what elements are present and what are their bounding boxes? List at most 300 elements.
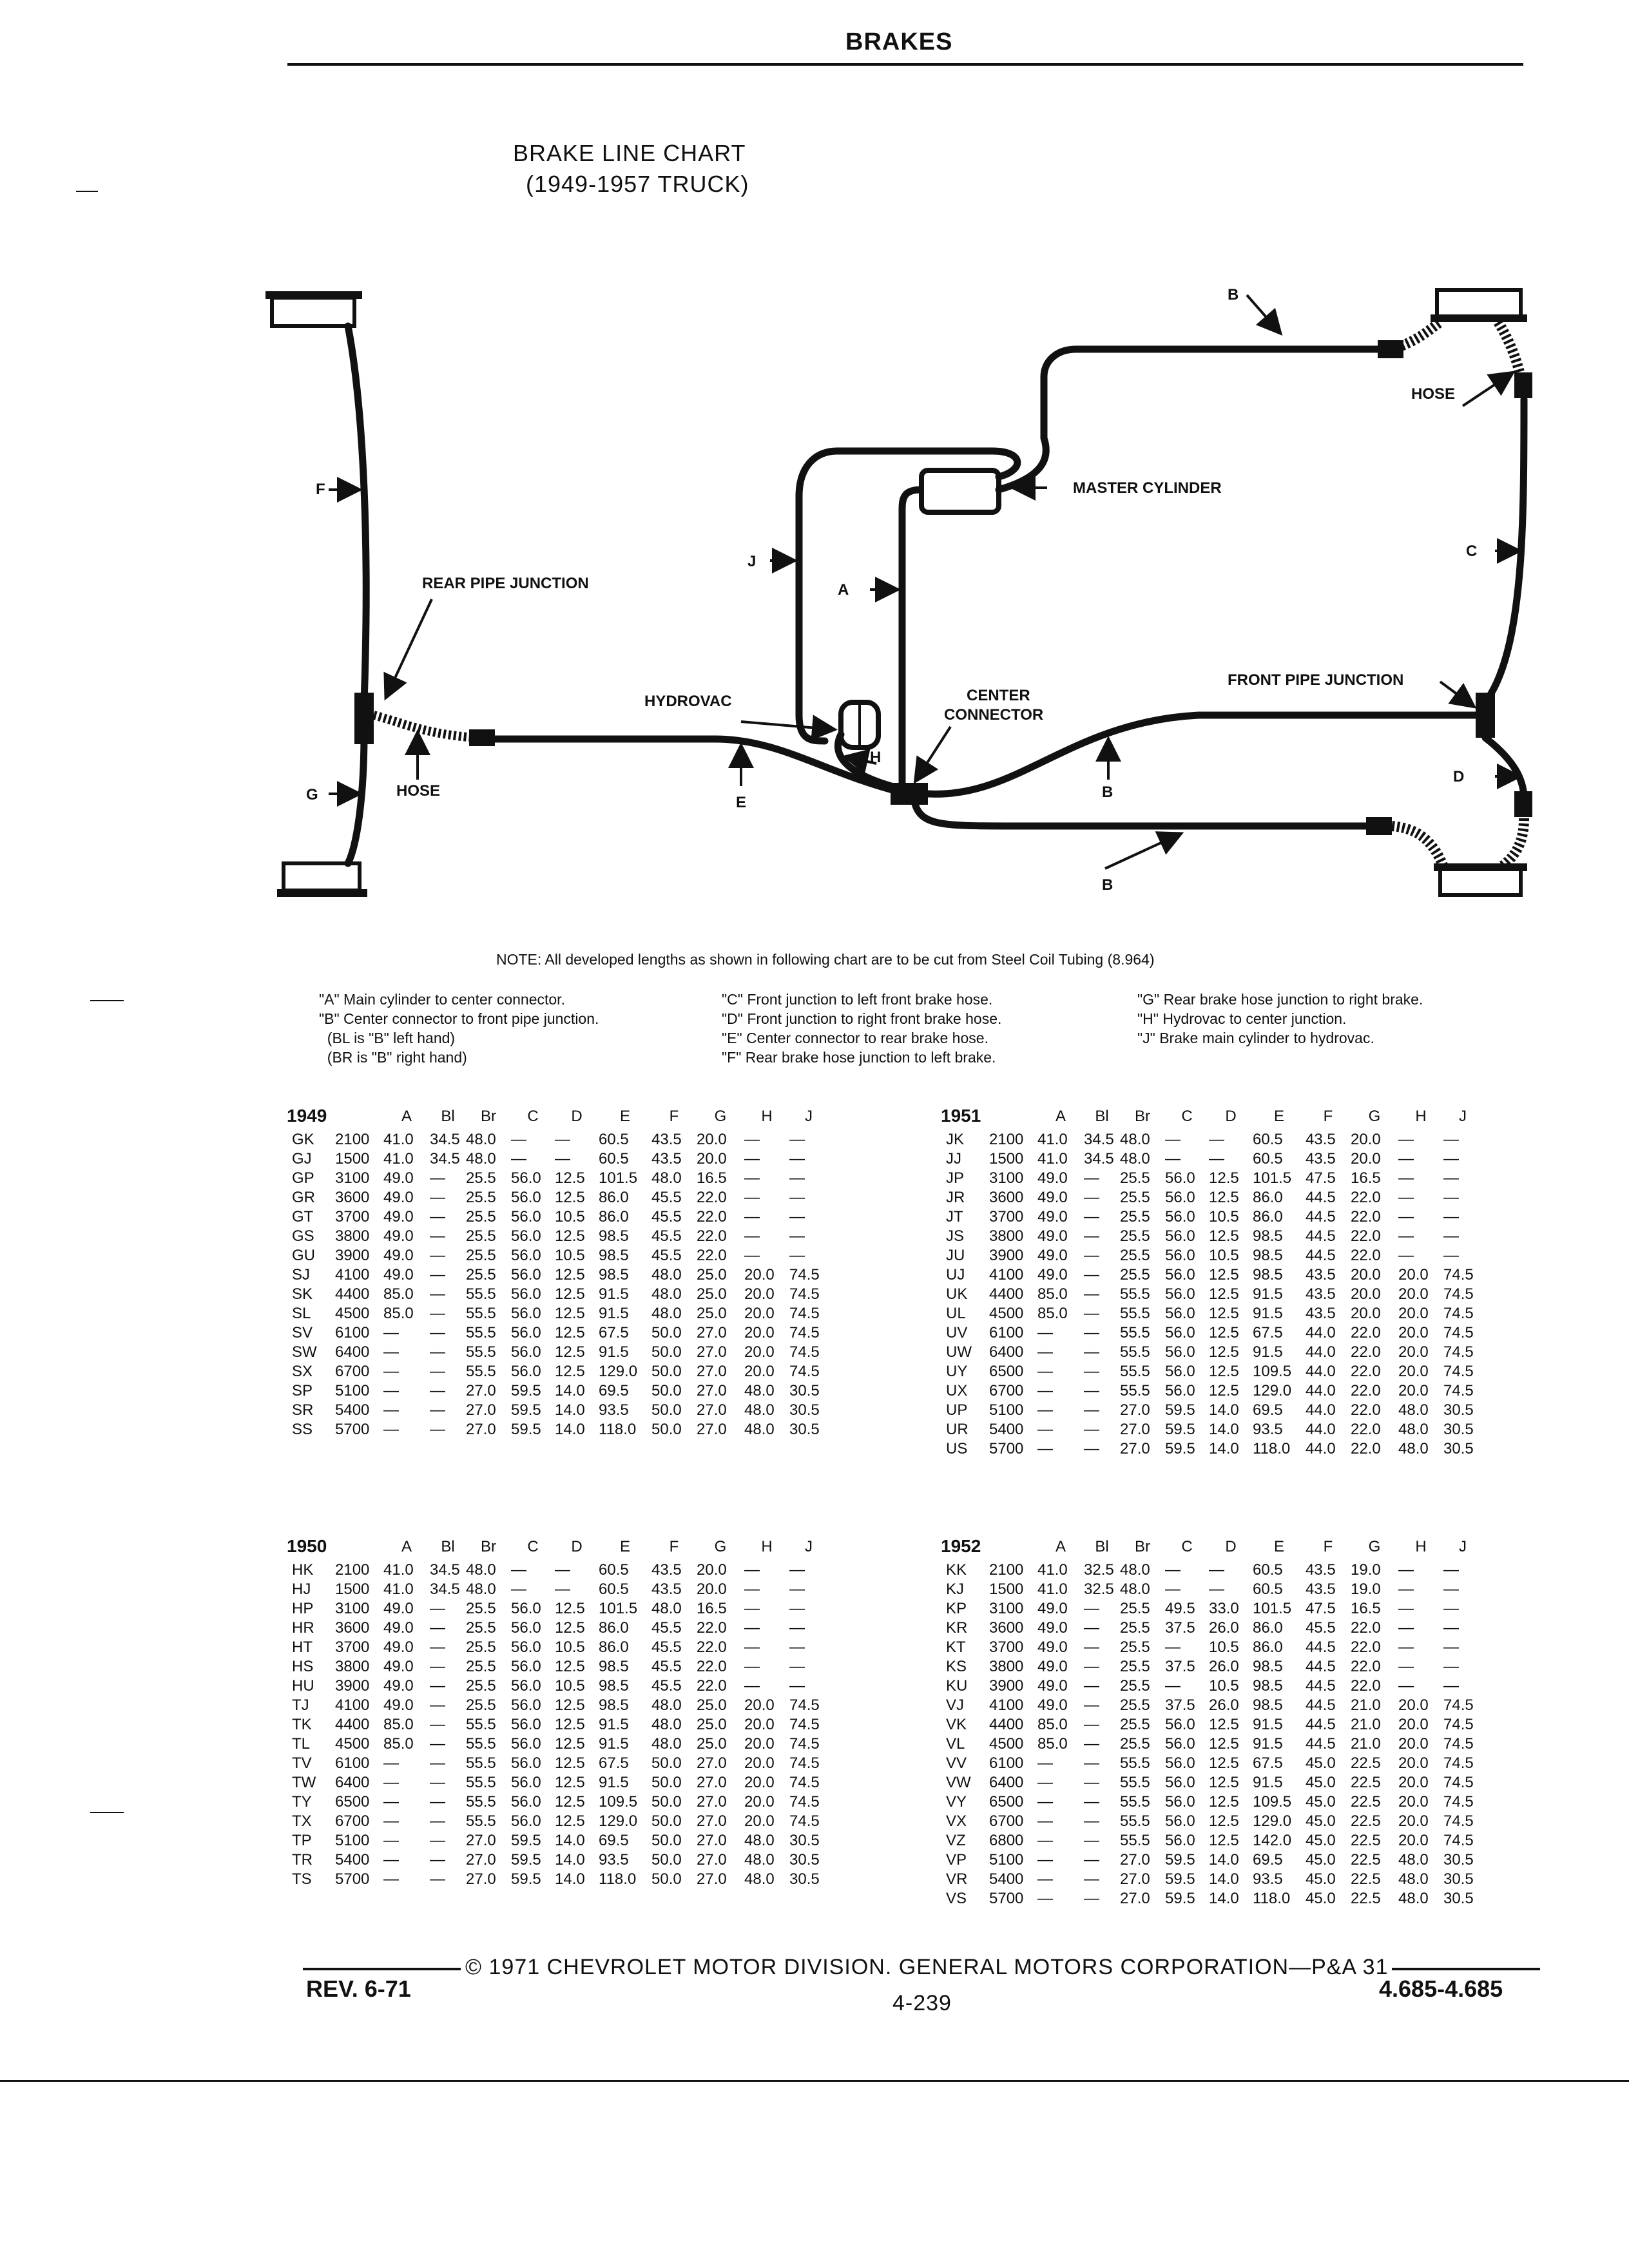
table-cell: 43.5 <box>1306 1305 1336 1322</box>
table-cell: 34.5 <box>430 1131 460 1148</box>
table-cell: 19.0 <box>1351 1581 1381 1598</box>
table-cell: 48.0 <box>1120 1150 1150 1168</box>
rear-hose <box>374 715 477 738</box>
note-text: NOTE: All developed lengths as shown in following chart are to be cut from Steel Coil Tubing (8.964) <box>496 951 1155 968</box>
column-header: Bl <box>441 1108 455 1125</box>
footer-rule-right <box>1392 1968 1540 1970</box>
table-cell: — <box>430 1285 445 1303</box>
table-cell: 20.0 <box>1398 1363 1429 1380</box>
table-cell: — <box>1084 1658 1099 1675</box>
table-cell: 48.0 <box>651 1285 682 1303</box>
table-cell: — <box>383 1812 399 1830</box>
table-cell: 14.0 <box>1209 1401 1239 1419</box>
table-cell: 43.5 <box>651 1131 682 1148</box>
table-cell: 91.5 <box>1253 1716 1283 1733</box>
table-cell: 32.5 <box>1084 1561 1114 1579</box>
table-cell: 12.5 <box>1209 1189 1239 1206</box>
row-code: JS <box>946 1227 965 1245</box>
table-cell: 3100 <box>335 1169 370 1187</box>
table-row <box>287 1754 828 1773</box>
rear-pipe-junction <box>354 693 374 744</box>
table-cell: 12.5 <box>555 1600 585 1617</box>
table-row <box>287 1735 828 1754</box>
table-cell: 93.5 <box>1253 1421 1283 1438</box>
table-cell: 25.5 <box>1120 1208 1150 1225</box>
table-cell: 43.5 <box>651 1150 682 1168</box>
table-cell: 27.0 <box>697 1421 727 1438</box>
table-cell: 20.0 <box>697 1561 727 1579</box>
table-cell: 142.0 <box>1253 1832 1292 1849</box>
table-cell: 14.0 <box>555 1382 585 1399</box>
table-cell: 20.0 <box>1398 1735 1429 1753</box>
row-code: VR <box>946 1870 968 1888</box>
table-cell: 50.0 <box>651 1421 682 1438</box>
table-cell: 25.5 <box>1120 1227 1150 1245</box>
table-cell: 12.5 <box>555 1266 585 1283</box>
table-cell: 20.0 <box>1398 1812 1429 1830</box>
table-cell: 22.0 <box>697 1227 727 1245</box>
column-header: D <box>1225 1538 1237 1555</box>
table-cell: 1500 <box>989 1581 1024 1598</box>
table-cell: 25.5 <box>1120 1189 1150 1206</box>
table-cell: 74.5 <box>789 1774 820 1791</box>
table-cell: — <box>1084 1401 1099 1419</box>
table-cell: 49.0 <box>383 1658 414 1675</box>
table-cell: 12.5 <box>1209 1832 1239 1849</box>
row-code: JK <box>946 1131 965 1148</box>
table-cell: 45.0 <box>1306 1793 1336 1811</box>
table-cell: 91.5 <box>1253 1735 1283 1753</box>
table-cell: — <box>1443 1561 1459 1579</box>
table-cell: 56.0 <box>1165 1169 1195 1187</box>
column-header: A <box>401 1538 412 1555</box>
table-cell: 4100 <box>335 1696 370 1714</box>
table-cell: 3600 <box>335 1619 370 1637</box>
table-cell: 4100 <box>989 1696 1024 1714</box>
table-cell: 74.5 <box>789 1754 820 1772</box>
table-cell: — <box>1443 1189 1459 1206</box>
table-row <box>287 1169 828 1188</box>
table-cell: 56.0 <box>1165 1285 1195 1303</box>
table-cell: 27.0 <box>1120 1870 1150 1888</box>
label-b-top: B <box>1228 286 1239 303</box>
table-cell: 5700 <box>335 1870 370 1888</box>
table-cell: 20.0 <box>744 1305 775 1322</box>
table-cell: 101.5 <box>599 1600 638 1617</box>
table-cell: 6700 <box>335 1363 370 1380</box>
table-cell: 25.5 <box>1120 1716 1150 1733</box>
table-cell: — <box>1084 1247 1099 1264</box>
table-cell: — <box>789 1131 805 1148</box>
table-cell: — <box>789 1677 805 1695</box>
table-cell: — <box>1084 1266 1099 1283</box>
pipe-a <box>902 490 921 783</box>
table-cell: 10.5 <box>555 1247 585 1264</box>
table-cell: 56.0 <box>511 1754 541 1772</box>
table-cell: 43.5 <box>1306 1150 1336 1168</box>
table-cell: 41.0 <box>1037 1581 1068 1598</box>
table-cell: 20.0 <box>744 1793 775 1811</box>
table-cell: 86.0 <box>1253 1189 1283 1206</box>
table-row <box>287 1285 828 1304</box>
row-code: UR <box>946 1421 969 1438</box>
table-cell: — <box>430 1401 445 1419</box>
table-cell: 41.0 <box>383 1581 414 1598</box>
table-cell: 55.5 <box>466 1793 496 1811</box>
table-cell: 50.0 <box>651 1324 682 1341</box>
table-cell: 20.0 <box>1398 1754 1429 1772</box>
table-cell: — <box>1037 1774 1053 1791</box>
row-code: KR <box>946 1619 968 1637</box>
table-cell: 49.0 <box>383 1600 414 1617</box>
row-code: TK <box>292 1716 312 1733</box>
table-cell: 20.0 <box>744 1696 775 1714</box>
table-cell: 6400 <box>335 1343 370 1361</box>
table-cell: 59.5 <box>1165 1401 1195 1419</box>
table-cell: 3900 <box>335 1247 370 1264</box>
table-cell: 6400 <box>989 1774 1024 1791</box>
table-cell: 30.5 <box>1443 1851 1474 1869</box>
table-cell: — <box>511 1561 526 1579</box>
table-cell: 12.5 <box>1209 1363 1239 1380</box>
label-c: C <box>1466 543 1478 560</box>
row-code: JP <box>946 1169 965 1187</box>
table-cell: — <box>1398 1677 1414 1695</box>
table-row <box>941 1401 1482 1420</box>
table-cell: 67.5 <box>599 1324 629 1341</box>
table-cell: — <box>789 1189 805 1206</box>
table-cell: 1500 <box>989 1150 1024 1168</box>
table-cell: 48.0 <box>466 1581 496 1598</box>
table-cell: 48.0 <box>744 1421 775 1438</box>
table-cell: 20.0 <box>1398 1343 1429 1361</box>
row-code: VX <box>946 1812 967 1830</box>
table-cell: 49.0 <box>383 1227 414 1245</box>
table-cell: 56.0 <box>511 1363 541 1380</box>
table-cell: 3800 <box>989 1658 1024 1675</box>
table-cell: 74.5 <box>789 1735 820 1753</box>
table-cell: 60.5 <box>1253 1581 1283 1598</box>
table-row <box>287 1246 828 1265</box>
table-cell: 55.5 <box>1120 1754 1150 1772</box>
row-code: JU <box>946 1247 965 1264</box>
table-row <box>941 1323 1482 1343</box>
column-header: Br <box>1135 1108 1150 1125</box>
table-cell: 33.0 <box>1209 1600 1239 1617</box>
table-cell: 45.5 <box>651 1677 682 1695</box>
table-year: 1952 <box>941 1536 981 1556</box>
table-cell: 22.0 <box>1351 1247 1381 1264</box>
table-cell: — <box>430 1677 445 1695</box>
table-cell: 45.0 <box>1306 1812 1336 1830</box>
table-row <box>287 1715 828 1735</box>
rear-left-brake-top <box>265 291 362 326</box>
table-cell: 60.5 <box>1253 1561 1283 1579</box>
table-cell: 48.0 <box>1398 1890 1429 1907</box>
table-cell: 27.0 <box>466 1851 496 1869</box>
table-cell: 48.0 <box>1120 1131 1150 1148</box>
row-code: TP <box>292 1832 312 1849</box>
table-cell: 6500 <box>989 1363 1024 1380</box>
row-code: TJ <box>292 1696 309 1714</box>
table-cell: 5700 <box>989 1890 1024 1907</box>
table-cell: 12.5 <box>555 1658 585 1675</box>
table-cell: 27.0 <box>697 1754 727 1772</box>
table-cell: 43.5 <box>1306 1131 1336 1148</box>
table-cell: 20.0 <box>1351 1150 1381 1168</box>
table-cell: 3100 <box>989 1600 1024 1617</box>
table-cell: 27.0 <box>466 1870 496 1888</box>
row-code: KT <box>946 1639 966 1656</box>
table-cell: 5400 <box>335 1851 370 1869</box>
table-cell: 49.0 <box>1037 1189 1068 1206</box>
table-cell: 74.5 <box>789 1716 820 1733</box>
table-cell: 60.5 <box>599 1561 629 1579</box>
table-cell: 27.0 <box>1120 1401 1150 1419</box>
table-row <box>941 1362 1482 1381</box>
table-cell: 22.5 <box>1351 1793 1381 1811</box>
table-year: 1951 <box>941 1106 981 1126</box>
table-cell: 55.5 <box>466 1285 496 1303</box>
table-cell: 3900 <box>989 1247 1024 1264</box>
table-cell: 49.0 <box>1037 1600 1068 1617</box>
table-cell: 27.0 <box>1120 1421 1150 1438</box>
table-row <box>287 1812 828 1831</box>
table-cell: 56.0 <box>511 1677 541 1695</box>
table-cell: 50.0 <box>651 1812 682 1830</box>
table-cell: 48.0 <box>466 1131 496 1148</box>
table-cell: — <box>1165 1677 1181 1695</box>
table-cell: 50.0 <box>651 1754 682 1772</box>
column-header: J <box>1459 1538 1467 1555</box>
table-cell: 20.0 <box>744 1812 775 1830</box>
table-cell: 69.5 <box>599 1382 629 1399</box>
label-master-cylinder: MASTER CYLINDER <box>1073 479 1222 497</box>
table-cell: — <box>1084 1890 1099 1907</box>
table-cell: — <box>430 1754 445 1772</box>
table-row <box>941 1638 1482 1657</box>
table-cell: 55.5 <box>466 1363 496 1380</box>
table-cell: 56.0 <box>511 1266 541 1283</box>
table-row <box>287 1343 828 1362</box>
table-row <box>941 1696 1482 1715</box>
table-cell: 60.5 <box>599 1131 629 1148</box>
table-cell: 98.5 <box>599 1696 629 1714</box>
table-cell: 20.0 <box>1351 1266 1381 1283</box>
table-cell: 45.0 <box>1306 1870 1336 1888</box>
table-cell: 48.0 <box>1398 1870 1429 1888</box>
table-cell: 60.5 <box>1253 1131 1283 1148</box>
table-cell: — <box>1037 1421 1053 1438</box>
table-cell: 34.5 <box>430 1561 460 1579</box>
table-cell: 3700 <box>335 1639 370 1656</box>
column-header: Br <box>481 1108 496 1125</box>
table-cell: 56.0 <box>511 1735 541 1753</box>
table-cell: 55.5 <box>1120 1812 1150 1830</box>
table-cell: 74.5 <box>1443 1305 1474 1322</box>
table-cell: 5100 <box>335 1382 370 1399</box>
table-cell: — <box>1443 1247 1459 1264</box>
table-cell: 41.0 <box>1037 1131 1068 1148</box>
table-cell: 20.0 <box>744 1285 775 1303</box>
label-g: G <box>306 786 318 803</box>
table-cell: 12.5 <box>555 1324 585 1341</box>
spec-table-1950 <box>287 1537 828 1889</box>
table-cell: 74.5 <box>1443 1324 1474 1341</box>
row-code: HS <box>292 1658 314 1675</box>
table-row <box>941 1735 1482 1754</box>
table-cell: — <box>430 1870 445 1888</box>
column-header: J <box>805 1538 813 1555</box>
table-cell: 6700 <box>335 1812 370 1830</box>
revision: REV. 6-71 <box>306 1975 411 2002</box>
table-cell: 74.5 <box>1443 1716 1474 1733</box>
table-cell: 85.0 <box>1037 1735 1068 1753</box>
table-cell: — <box>430 1169 445 1187</box>
table-cell: 25.5 <box>466 1189 496 1206</box>
table-cell: — <box>430 1812 445 1830</box>
table-row <box>287 1580 828 1599</box>
table-cell: 10.5 <box>555 1639 585 1656</box>
table-cell: — <box>789 1227 805 1245</box>
table-cell: 41.0 <box>1037 1561 1068 1579</box>
table-cell: 49.0 <box>383 1189 414 1206</box>
table-cell: 44.5 <box>1306 1208 1336 1225</box>
table-cell: 59.5 <box>1165 1870 1195 1888</box>
table-cell: 56.0 <box>511 1600 541 1617</box>
column-header: A <box>401 1108 412 1125</box>
table-cell: — <box>1037 1382 1053 1399</box>
table-cell: 27.0 <box>466 1421 496 1438</box>
legend-col1: "A" Main cylinder to center connector. "B" Center connector to front pipe junction. (BL is "B" left hand) (BR is "B" right hand) <box>319 991 599 1066</box>
table-cell: 20.0 <box>744 1324 775 1341</box>
table-cell: — <box>1398 1561 1414 1579</box>
label-j: J <box>747 553 757 570</box>
table-cell: 48.0 <box>651 1600 682 1617</box>
table-cell: 56.0 <box>1165 1247 1195 1264</box>
table-cell: 6700 <box>989 1382 1024 1399</box>
column-header: G <box>1368 1108 1381 1125</box>
table-cell: 74.5 <box>789 1266 820 1283</box>
table-cell: 44.5 <box>1306 1716 1336 1733</box>
table-cell: — <box>1209 1561 1224 1579</box>
table-cell: 59.5 <box>511 1382 541 1399</box>
table-cell: 56.0 <box>511 1324 541 1341</box>
table-cell: 25.5 <box>466 1208 496 1225</box>
table-cell: 4500 <box>989 1735 1024 1753</box>
table-cell: 86.0 <box>599 1639 629 1656</box>
table-cell: 30.5 <box>1443 1401 1474 1419</box>
row-code: US <box>946 1440 968 1457</box>
table-cell: 55.5 <box>1120 1793 1150 1811</box>
table-cell: 20.0 <box>744 1363 775 1380</box>
table-cell: — <box>430 1619 445 1637</box>
table-cell: 74.5 <box>1443 1266 1474 1283</box>
table-year: 1949 <box>287 1106 327 1126</box>
table-cell: — <box>1084 1305 1099 1322</box>
table-cell: 20.0 <box>697 1131 727 1148</box>
table-cell: — <box>1084 1870 1099 1888</box>
table-row <box>941 1792 1482 1812</box>
table-cell: 6500 <box>335 1793 370 1811</box>
table-cell: 129.0 <box>599 1363 638 1380</box>
table-cell: 59.5 <box>511 1851 541 1869</box>
table-cell: — <box>511 1131 526 1148</box>
table-cell: 56.0 <box>1165 1343 1195 1361</box>
table-cell: 37.5 <box>1165 1658 1195 1675</box>
table-cell: 98.5 <box>1253 1247 1283 1264</box>
table-cell: 20.0 <box>697 1150 727 1168</box>
row-code: VL <box>946 1735 965 1753</box>
table-cell: — <box>1084 1716 1099 1733</box>
table-cell: 101.5 <box>1253 1169 1292 1187</box>
table-cell: — <box>555 1150 570 1168</box>
table-cell: — <box>1084 1189 1099 1206</box>
table-cell: 4400 <box>989 1285 1024 1303</box>
table-cell: — <box>744 1600 760 1617</box>
label-a: A <box>838 581 849 599</box>
column-header: F <box>1323 1538 1333 1555</box>
table-cell: 22.0 <box>1351 1440 1381 1457</box>
table-cell: — <box>1037 1870 1053 1888</box>
column-header: G <box>714 1108 727 1125</box>
table-cell: — <box>1084 1208 1099 1225</box>
table-cell: 25.0 <box>697 1735 727 1753</box>
table-cell: 14.0 <box>555 1870 585 1888</box>
column-header: Br <box>1135 1538 1150 1555</box>
table-cell: 22.0 <box>1351 1677 1381 1695</box>
pipe-b-top <box>999 349 1392 490</box>
table-cell: 20.0 <box>1398 1774 1429 1791</box>
table-cell: 49.0 <box>1037 1266 1068 1283</box>
table-cell: — <box>430 1305 445 1322</box>
table-cell: — <box>1398 1619 1414 1637</box>
row-code: HJ <box>292 1581 311 1598</box>
table-row <box>941 1343 1482 1362</box>
table-cell: 98.5 <box>1253 1677 1283 1695</box>
table-cell: 91.5 <box>1253 1343 1283 1361</box>
table-cell: 27.0 <box>697 1382 727 1399</box>
table-cell: 25.5 <box>466 1696 496 1714</box>
table-cell: 44.5 <box>1306 1735 1336 1753</box>
table-cell: — <box>789 1561 805 1579</box>
table-cell: 20.0 <box>744 1343 775 1361</box>
table-cell: 44.5 <box>1306 1227 1336 1245</box>
column-header: Br <box>481 1538 496 1555</box>
table-cell: 74.5 <box>789 1696 820 1714</box>
table-row <box>941 1657 1482 1677</box>
label-hose-left: HOSE <box>396 782 441 800</box>
table-cell: 74.5 <box>1443 1735 1474 1753</box>
table-cell: 6800 <box>989 1832 1024 1849</box>
table-cell: 6100 <box>335 1324 370 1341</box>
table-cell: 109.5 <box>599 1793 638 1811</box>
table-cell: — <box>430 1266 445 1283</box>
table-cell: 6100 <box>989 1324 1024 1341</box>
label-hose-right: HOSE <box>1411 385 1456 403</box>
table-cell: — <box>789 1247 805 1264</box>
table-cell: — <box>1084 1677 1099 1695</box>
table-cell: 41.0 <box>1037 1150 1068 1168</box>
table-cell: 56.0 <box>511 1247 541 1264</box>
table-cell: — <box>1084 1696 1099 1714</box>
table-row <box>941 1130 1482 1149</box>
table-cell: — <box>1443 1169 1459 1187</box>
table-cell: 48.0 <box>466 1150 496 1168</box>
table-cell: 60.5 <box>1253 1150 1283 1168</box>
table-cell: — <box>430 1851 445 1869</box>
table-cell: 27.0 <box>1120 1851 1150 1869</box>
